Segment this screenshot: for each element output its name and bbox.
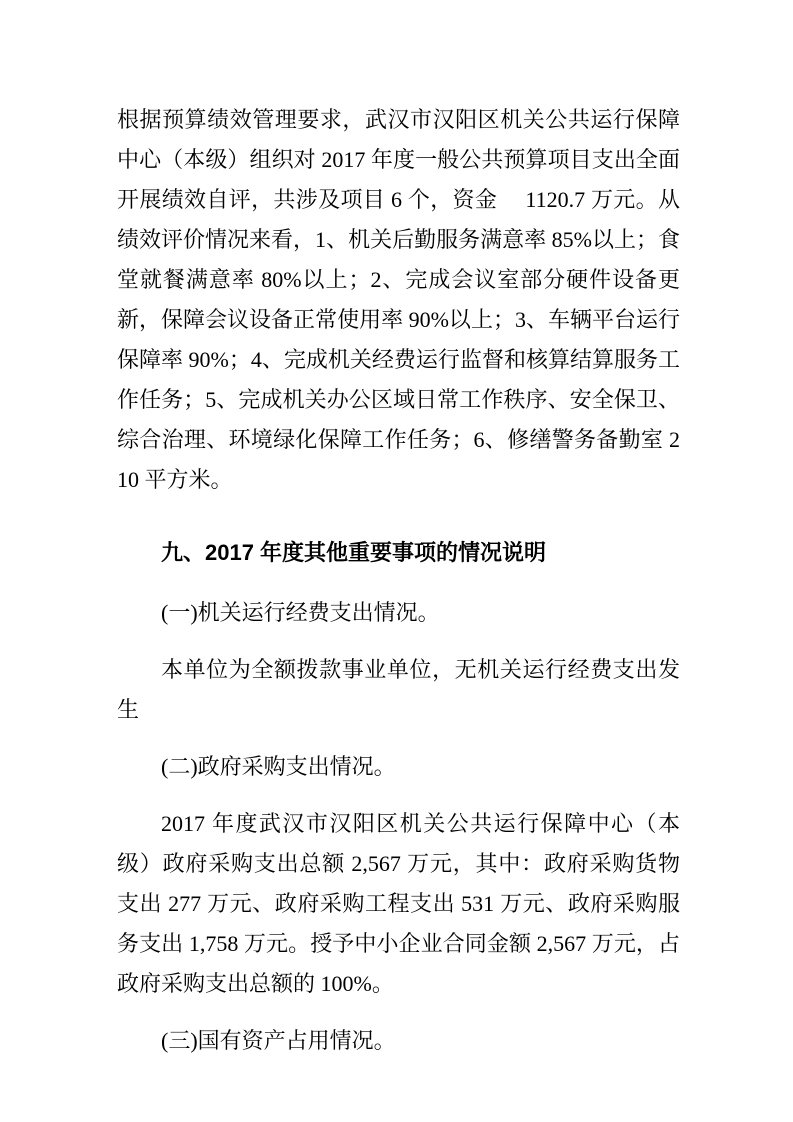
paragraph-performance-self-evaluation: 根据预算绩效管理要求，武汉市汉阳区机关公共运行保障中心（本级）组织对 2017 年度一般公共预算项目支出全面开展绩效自评，共涉及项目 6 个，资金 1120.7 万元。从绩效评价情况来看，1、机关后勤服务满意率 85%以上；食堂就餐满意率 80%以上；2、完成会议室部分硬件设备更新，保障会议设备正常使用率 90%以上；3、车辆平台运行保障率 90%；4、完成机关经费运行监督和核算结算服务工作任务；5、完成机关办公区域日常工作秩序、安全保卫、综合治理、环境绿化保障工作任务；6、修缮警务备勤室 210 平方米。 xyxy=(117,107,680,492)
paragraph-agency-operating-expenses: 本单位为全额拨款事业单位，无机关运行经费支出发生 xyxy=(117,657,680,722)
paragraph-government-procurement-figures: 2017 年度武汉市汉阳区机关公共运行保障中心（本级）政府采购支出总额 2,567 万元，其中：政府采购货物支出 277 万元、政府采购工程支出 531 万元、政府采购服务支出 1,758 万元。授予中小企业合同金额 2,567 万元，占政府采购支出总额的 100%。 xyxy=(117,811,680,996)
subheading-2-government-procurement: (二)政府采购支出情况。 xyxy=(161,754,396,779)
subheading-3-state-owned-assets: (三)国有资产占用情况。 xyxy=(161,1028,396,1053)
section-heading-nine-other-important-matters: 九、2017 年度其他重要事项的情况说明 xyxy=(161,540,547,565)
subheading-1-agency-operating-expenses: (一)机关运行经费支出情况。 xyxy=(161,600,440,625)
